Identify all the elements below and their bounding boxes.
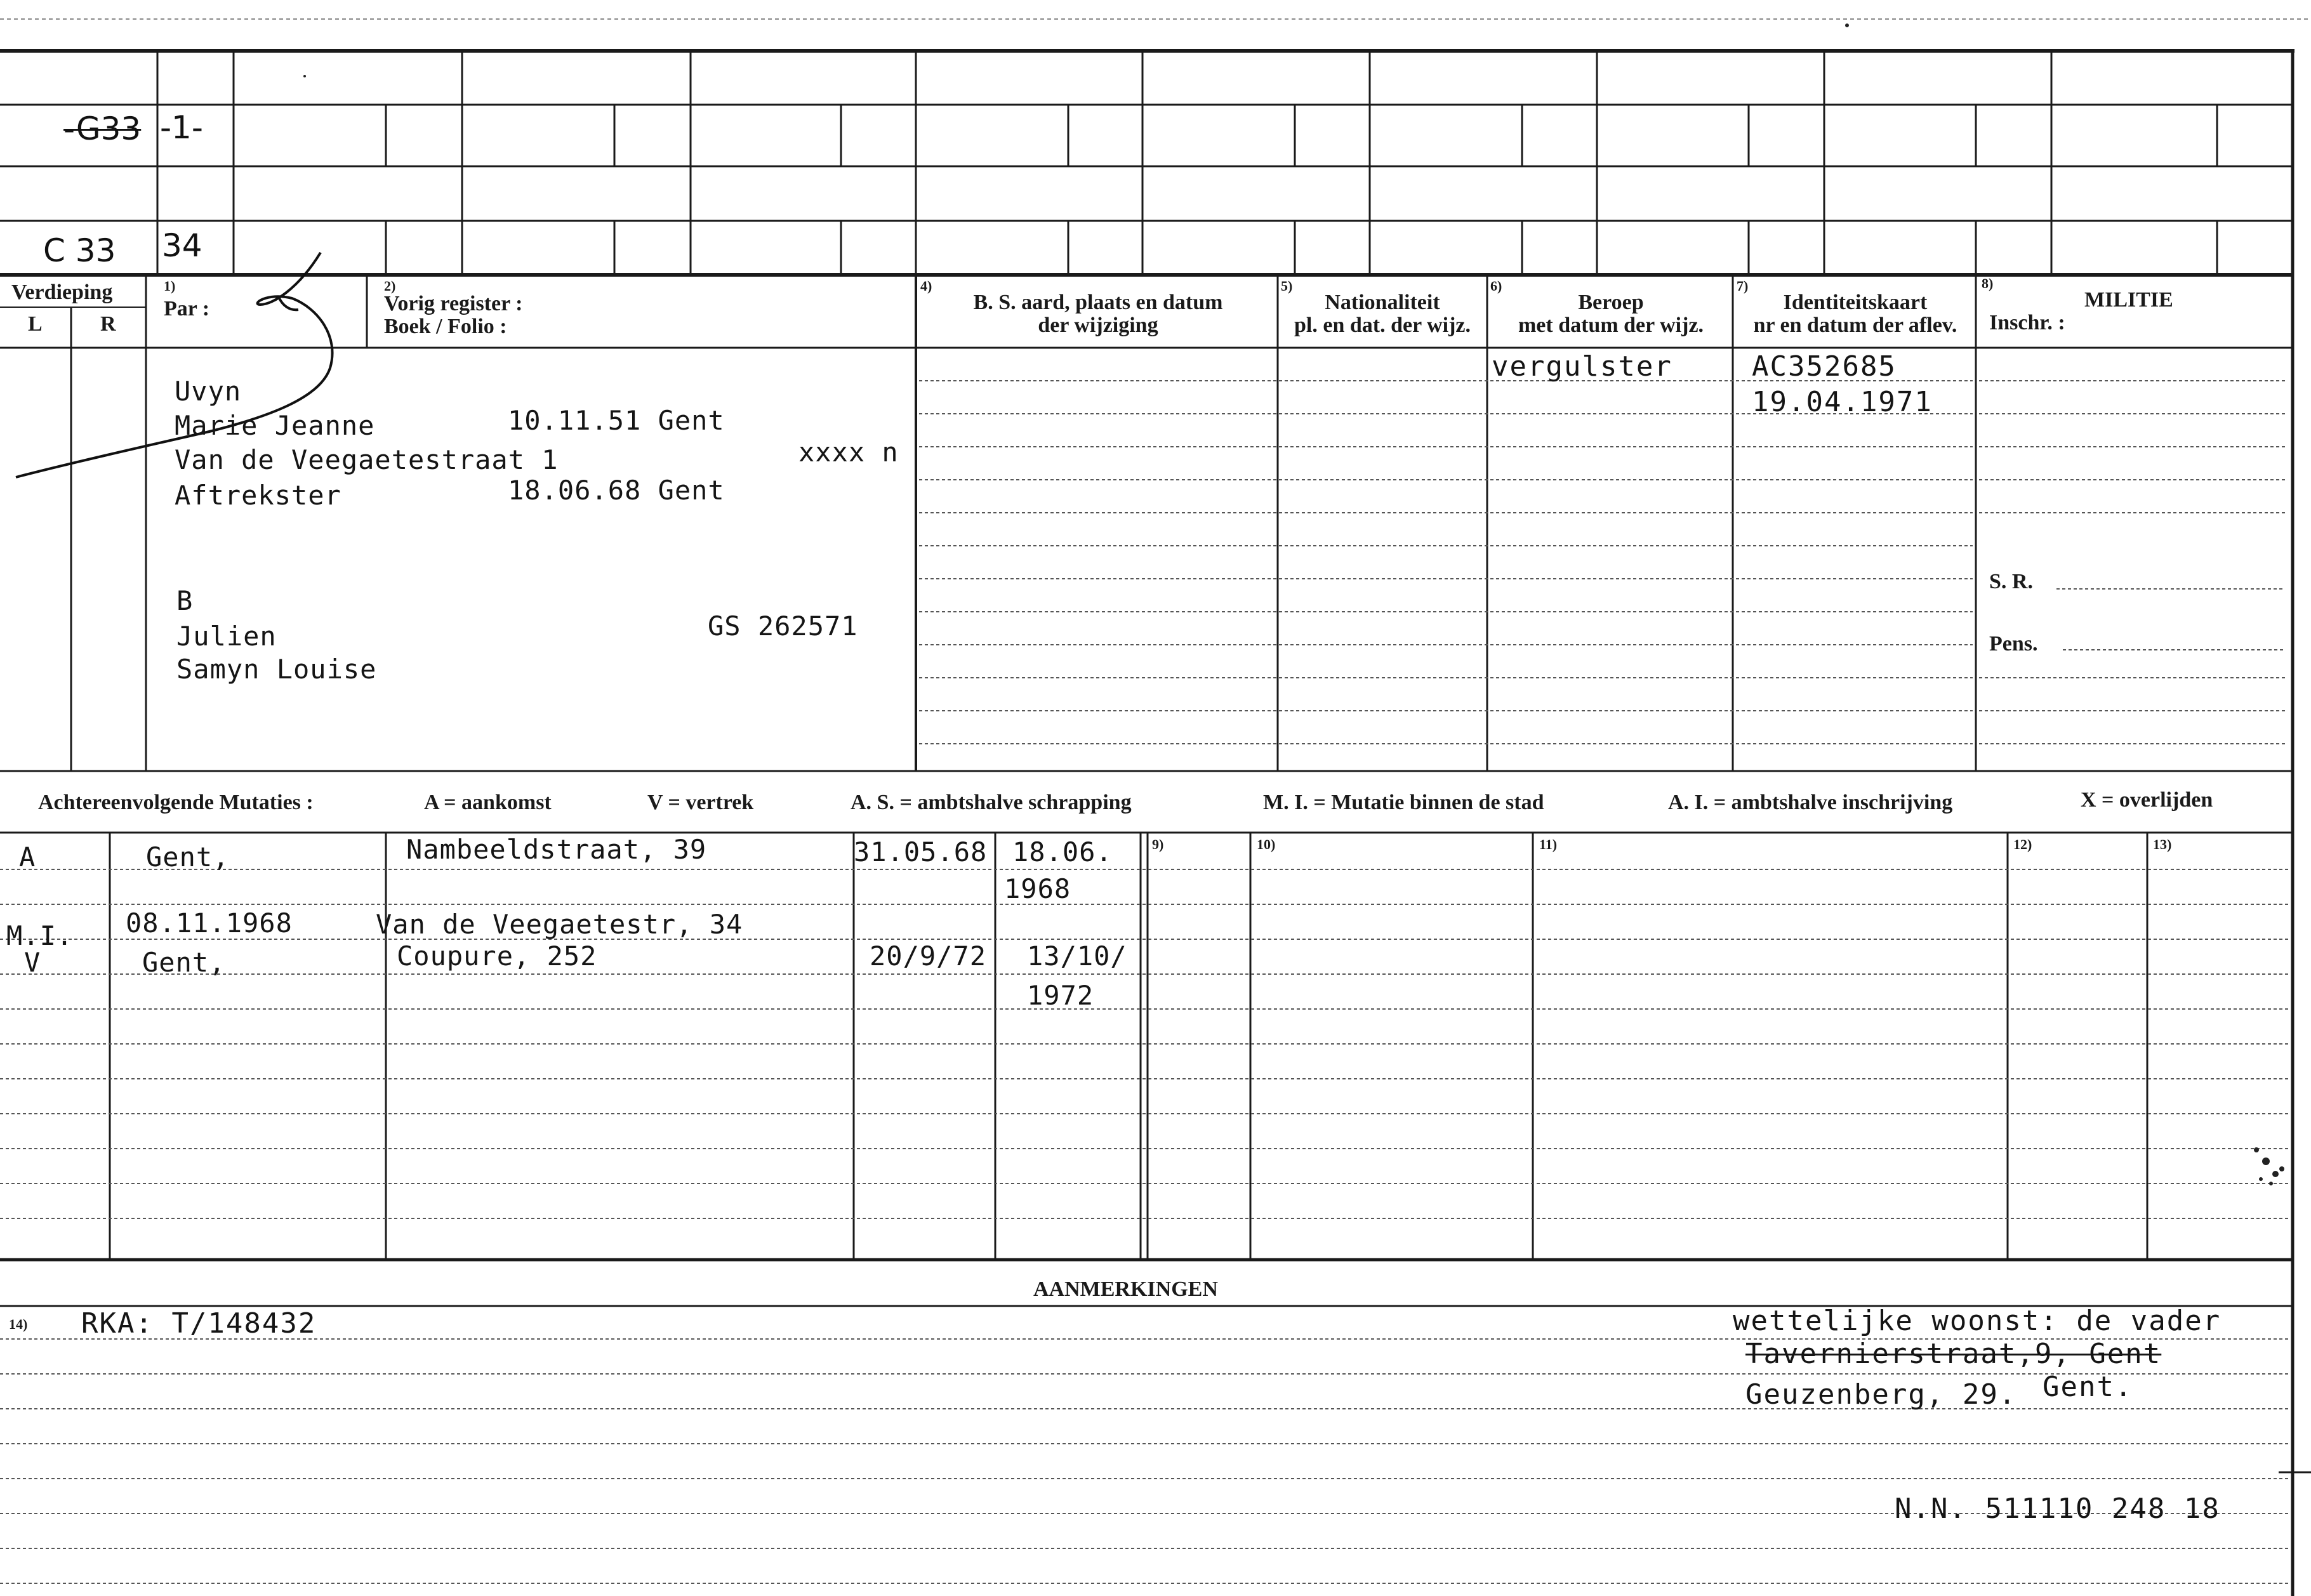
header-beroep-line1: Beroep [1578, 291, 1644, 314]
gs-number: GS 262571 [708, 610, 858, 642]
legend-ai: A. I. = ambtshalve inschrijving [1668, 791, 1953, 814]
header-vorig-num: 2) [384, 278, 396, 294]
idcard-date: 19.04.1971 [1752, 386, 1933, 418]
remarks-new-city: Gent. [2043, 1371, 2133, 1403]
mut-header-10: 10) [1257, 836, 1276, 852]
surname: Uvyn [175, 376, 242, 407]
remarks-old-address: Tavernierstraat,9, Gent [1745, 1338, 2162, 1370]
legend-as: A. S. = ambtshalve schrapping [851, 791, 1132, 814]
idcard-number: AC352685 [1752, 350, 1897, 383]
header-ber-num: 6) [1490, 278, 1502, 294]
occupation-date: 18.06.68 Gent [508, 475, 725, 506]
header-bs-num: 4) [920, 278, 932, 294]
header-nat-num: 5) [1281, 278, 1293, 294]
index-num-old: -1- [160, 109, 203, 146]
mut-r3-date: 20/9/72 [870, 940, 987, 972]
header-id-line1: Identiteitskaart [1783, 291, 1928, 314]
mut-r3-type: V [24, 947, 41, 978]
legend-mi: M. I. = Mutatie binnen de stad [1263, 791, 1544, 814]
address: Van de Veegaetestraat 1 [175, 444, 559, 475]
father-name: Julien [176, 621, 277, 652]
beroep-value: vergulster [1492, 350, 1672, 383]
mut-r1-place: Gent, [146, 841, 230, 873]
first-names: Marie Jeanne [175, 410, 375, 441]
header-par-num: 1) [164, 278, 176, 294]
legend-a: A = aankomst [424, 791, 552, 814]
remarks-rka: RKA: T/148432 [81, 1307, 317, 1340]
header-verdieping: Verdieping [11, 280, 113, 304]
mut-r2-date: 08.11.1968 [126, 907, 293, 939]
label-sr: S. R. [1989, 570, 2033, 593]
mut-r1-type: A [19, 841, 36, 873]
label-pens: Pens. [1989, 632, 2038, 656]
index-code: C 33 [43, 232, 116, 269]
header-nat-line1: Nationaliteit [1325, 291, 1440, 314]
mut-r1-year: 1968 [1004, 873, 1071, 904]
header-boek-folio: Boek / Folio : [384, 315, 507, 338]
mut-r3-street: Coupure, 252 [397, 940, 597, 972]
struck-code: xxxx n [798, 437, 899, 468]
header-id-num: 7) [1737, 278, 1749, 294]
header-par: Par : [164, 297, 210, 320]
remarks-title: AANMERKINGEN [1033, 1277, 1218, 1301]
mut-header-9: 9) [1152, 836, 1164, 852]
mut-r1-date2: 18.06. [1012, 836, 1113, 867]
legend-v: V = vertrek [647, 791, 754, 814]
national-number: N.N. 511110 248 18 [1895, 1493, 2220, 1525]
header-inschr: Inschr. : [1989, 311, 2065, 334]
mut-header-12: 12) [2013, 836, 2032, 852]
mut-r1-street: Nambeeldstraat, 39 [406, 834, 707, 865]
remarks-num: 14) [9, 1316, 28, 1332]
header-id-line2: nr en datum der aflev. [1753, 313, 1957, 337]
mut-r3-year: 1972 [1027, 980, 1094, 1011]
header-nat-line2: pl. en dat. der wijz. [1294, 313, 1471, 337]
index-num: 34 [162, 227, 202, 264]
header-bs-line1: B. S. aard, plaats en datum [973, 291, 1223, 314]
header-militie: MILITIE [2084, 288, 2173, 312]
mut-r3-date2: 13/10/ [1027, 940, 1127, 972]
header-mil-num: 8) [1982, 275, 1994, 291]
remarks-woonst: wettelijke woonst: de vader [1733, 1305, 2222, 1337]
mut-header-13: 13) [2153, 836, 2172, 852]
spouse-initial: B [176, 585, 194, 616]
header-bs-line2: der wijziging [1038, 313, 1158, 337]
remarks-new-address: Geuzenberg, 29. [1745, 1378, 2017, 1411]
header-beroep-line2: met datum der wijz. [1518, 313, 1704, 337]
header-vorig-register: Vorig register : [384, 292, 523, 315]
legend-x: X = overlijden [2081, 788, 2213, 812]
header-r: R [100, 312, 116, 336]
mut-r2-street: Van de Veegaetestr, 34 [376, 909, 743, 940]
mut-r3-place: Gent, [142, 947, 226, 978]
header-l: L [28, 312, 43, 336]
mut-header-11: 11) [1539, 836, 1558, 852]
mut-r2-type: M.I. [6, 920, 74, 951]
legend-label: Achtereenvolgende Mutaties : [38, 791, 314, 814]
birth-date-place: 10.11.51 Gent [508, 405, 725, 436]
occupation: Aftrekster [175, 480, 341, 511]
mother-name: Samyn Louise [176, 654, 377, 685]
index-code-old: -G33 [63, 110, 142, 147]
mut-r1-date: 31.05.68 [854, 836, 988, 867]
